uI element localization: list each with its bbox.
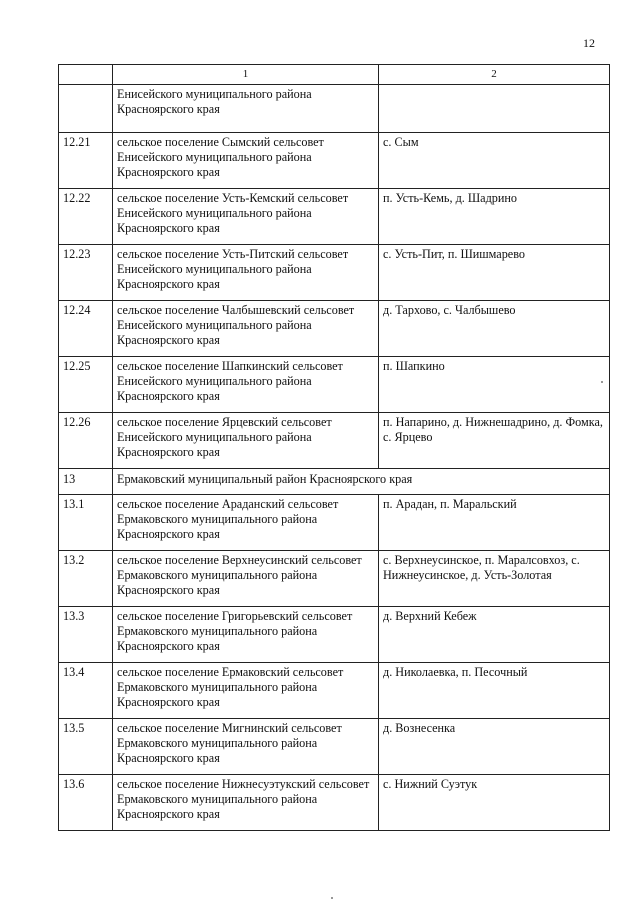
row-number: 12.23 (59, 245, 113, 301)
header-cell-0 (59, 65, 113, 85)
municipality-name: сельское поселение Нижнесуэтукский сельсовет Ермаковского муниципального района Красноярского края (113, 775, 379, 831)
scan-speck (331, 897, 333, 899)
table-row (59, 301, 610, 357)
row-number: 12.21 (59, 133, 113, 189)
row-number: 12.24 (59, 301, 113, 357)
municipality-name: сельское поселение Григорьевский сельсовет Ермаковского муниципального района Красноярского края (113, 607, 379, 663)
table-row (59, 495, 610, 551)
scan-speck (601, 381, 603, 383)
municipality-name: Енисейского муниципального района Красноярского края (113, 85, 379, 133)
settlements-list: с. Верхнеусинское, п. Маралсовхоз, с. Нижнеусинское, д. Усть-Золотая (379, 551, 610, 607)
settlements-list: д. Тархово, с. Чалбышево (379, 301, 610, 357)
table-header-row (59, 65, 610, 85)
header-cell-1: 1 (113, 65, 379, 85)
table-row (59, 413, 610, 469)
row-number: 13.2 (59, 551, 113, 607)
municipality-name: сельское поселение Усть-Кемский сельсовет Енисейского муниципального района Красноярского края (113, 189, 379, 245)
row-number: 13.5 (59, 719, 113, 775)
municipality-name: сельское поселение Чалбышевский сельсовет Енисейского муниципального района Красноярского края (113, 301, 379, 357)
municipality-name: сельское поселение Шапкинский сельсовет Енисейского муниципального района Красноярского края (113, 357, 379, 413)
municipality-name: сельское поселение Араданский сельсовет Ермаковского муниципального района Красноярского края (113, 495, 379, 551)
table-row (59, 607, 610, 663)
row-number: 13.1 (59, 495, 113, 551)
settlements-table (58, 64, 610, 831)
row-number (59, 85, 113, 133)
table-row (59, 189, 610, 245)
municipality-name: сельское поселение Усть-Питский сельсовет Енисейского муниципального района Красноярского края (113, 245, 379, 301)
settlements-list: с. Нижний Суэтук (379, 775, 610, 831)
municipality-name: сельское поселение Ярцевский сельсовет Енисейского муниципального района Красноярского края (113, 413, 379, 469)
row-number: 12.25 (59, 357, 113, 413)
table-row (59, 357, 610, 413)
municipality-name: сельское поселение Сымский сельсовет Енисейского муниципального района Красноярского края (113, 133, 379, 189)
settlements-list: д. Верхний Кебеж (379, 607, 610, 663)
municipality-name: Ермаковский муниципальный район Красноярского края (113, 469, 610, 495)
settlements-list: с. Сым (379, 133, 610, 189)
table-row (59, 775, 610, 831)
municipality-name: сельское поселение Ермаковский сельсовет Ермаковского муниципального района Красноярского края (113, 663, 379, 719)
settlements-list: д. Вознесенка (379, 719, 610, 775)
municipality-name: сельское поселение Верхнеусинский сельсовет Ермаковского муниципального района Красноярского края (113, 551, 379, 607)
page-number: 12 (583, 36, 595, 50)
settlements-list: с. Усть-Пит, п. Шишмарево (379, 245, 610, 301)
settlements-list (379, 85, 610, 133)
table-row (59, 469, 610, 495)
header-cell-2: 2 (379, 65, 610, 85)
row-number: 12.22 (59, 189, 113, 245)
municipality-name: сельское поселение Мигнинский сельсовет Ермаковского муниципального района Красноярского края (113, 719, 379, 775)
settlements-list: д. Николаевка, п. Песочный (379, 663, 610, 719)
table-row (59, 85, 610, 133)
row-number: 13 (59, 469, 113, 495)
settlements-list: п. Арадан, п. Маральский (379, 495, 610, 551)
table-row (59, 551, 610, 607)
table-row (59, 133, 610, 189)
settlements-list: п. Напарино, д. Нижнешадрино, д. Фомка, с. Ярцево (379, 413, 610, 469)
table-row (59, 245, 610, 301)
settlements-list: п. Усть-Кемь, д. Шадрино (379, 189, 610, 245)
settlements-list: п. Шапкино (379, 357, 610, 413)
table-row (59, 663, 610, 719)
row-number: 13.4 (59, 663, 113, 719)
row-number: 13.3 (59, 607, 113, 663)
row-number: 13.6 (59, 775, 113, 831)
row-number: 12.26 (59, 413, 113, 469)
table-row (59, 719, 610, 775)
